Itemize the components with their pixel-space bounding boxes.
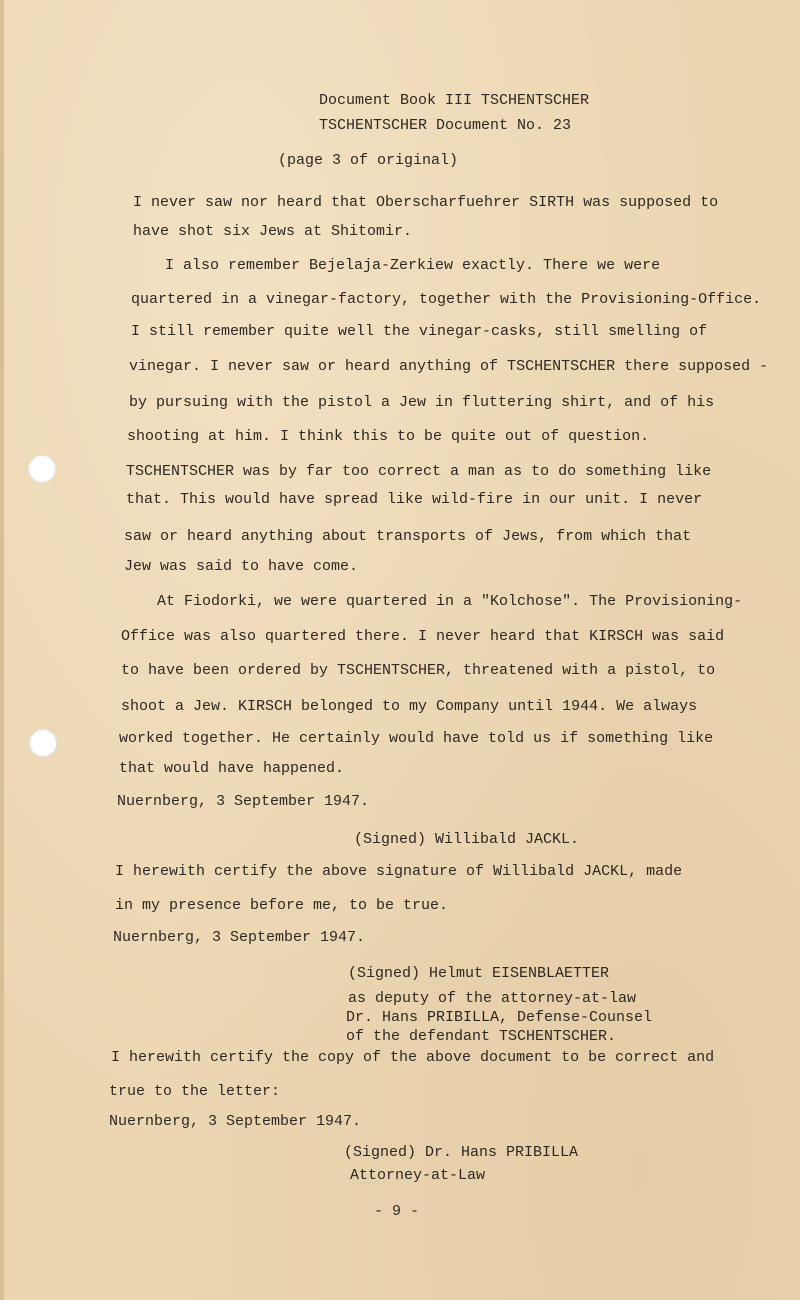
signature-role-line: of the defendant TSCHENTSCHER. [346,1028,617,1045]
body-line: vinegar. I never saw or heard anything of TSCHENTSCHER there supposed - [129,358,769,375]
punch-hole [28,455,56,483]
body-line: At Fiodorki, we were quartered in a "Kolchose". The Provisioning- [157,593,743,610]
body-line: TSCHENTSCHER was by far too correct a man as to do something like [126,463,712,480]
date-line: Nuernberg, 3 September 1947. [117,793,370,810]
body-line: I also remember Bejelaja-Zerkiew exactly. There we were [165,257,661,274]
signature-pribilla: (Signed) Dr. Hans PRIBILLA [344,1144,579,1161]
body-line: shooting at him. I think this to be quite out of question. [127,428,650,445]
certification-line: I herewith certify the above signature of Willibald JACKL, made [115,863,683,880]
certification-copy-line: I herewith certify the copy of the above document to be correct and [111,1049,715,1066]
body-line: shoot a Jew. KIRSCH belonged to my Company until 1944. We always [121,698,698,715]
body-line: Jew was said to have come. [124,558,359,575]
body-line: by pursuing with the pistol a Jew in fluttering shirt, and of his [129,394,715,411]
body-line: I still remember quite well the vinegar-casks, still smelling of [131,323,708,340]
signature-jackl: (Signed) Willibald JACKL. [354,831,580,848]
certification-copy-date: Nuernberg, 3 September 1947. [109,1113,362,1130]
body-line: to have been ordered by TSCHENTSCHER, threatened with a pistol, to [121,662,716,679]
signature-eisenblaetter: (Signed) Helmut EISENBLAETTER [348,965,610,982]
body-line: have shot six Jews at Shitomir. [133,223,413,240]
signature-role-line: as deputy of the attorney-at-law [348,990,637,1007]
certification-line: in my presence before me, to be true. [115,897,449,914]
body-line: saw or heard anything about transports of Jews, from which that [124,528,692,545]
page-number: - 9 - [374,1203,420,1220]
signature-role-line: Dr. Hans PRIBILLA, Defense-Counsel [346,1009,653,1026]
signature-title: Attorney-at-Law [350,1167,486,1184]
body-line: I never saw nor heard that Oberscharfuehrer SIRTH was supposed to [133,194,719,211]
certification-copy-line: true to the letter: [109,1083,281,1100]
body-line: worked together. He certainly would have told us if something like [119,730,714,747]
punch-hole [29,729,57,757]
header-document-number: TSCHENTSCHER Document No. 23 [319,117,572,134]
header-title: Document Book III TSCHENTSCHER [319,92,590,109]
body-line: Office was also quartered there. I never heard that KIRSCH was said [121,628,725,645]
certification-date: Nuernberg, 3 September 1947. [113,929,366,946]
body-line: quartered in a vinegar-factory, together with the Provisioning-Office. [131,291,762,308]
body-line: that. This would have spread like wild-fire in our unit. I never [126,491,703,508]
page-reference: (page 3 of original) [278,152,459,169]
paper-edge [0,0,4,1300]
body-line: that would have happened. [119,760,345,777]
